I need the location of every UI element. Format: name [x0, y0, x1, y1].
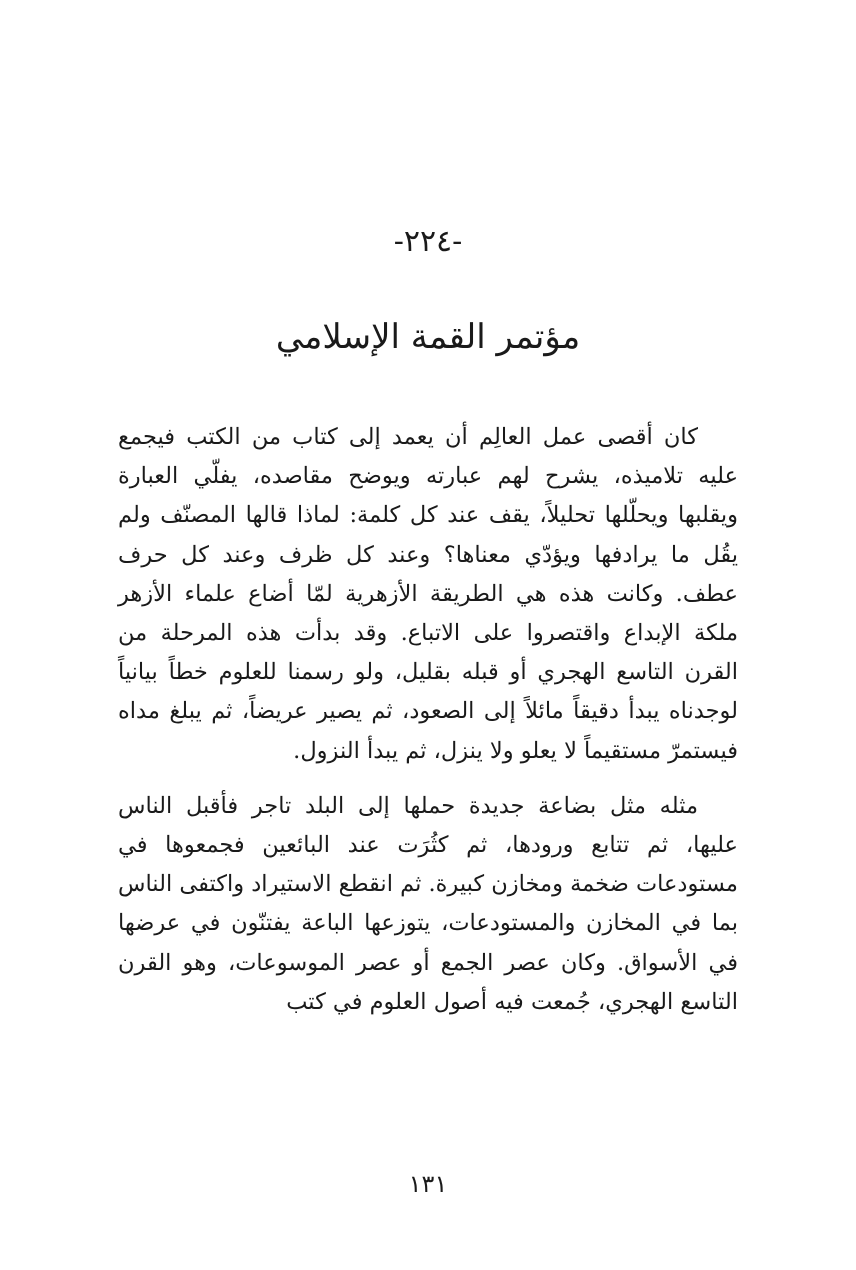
page-number: ١٣١ [408, 1170, 448, 1198]
body-text [118, 418, 738, 1022]
chapter-title: مؤتمر القمة الإسلامي [275, 317, 581, 357]
paragraph-2: مثله مثل بضاعة جديدة حملها إلى البلد تاجر فأقبل الناس عليها، ثم تتابع ورودها، ثم كثُرَت عند البائعين فجمعوها في مستودعات ضخمة ومخازن كبيرة. ثم انقطع الاستيراد واكتفى الناس بما في المخازن والمستودعات، يتوزعها الباعة يفتنّون في عرضها في الأسواق. وكان عصر الجمع أو عصر الموسوعات، وهو القرن التاسع الهجري، جُمعت فيه أصول العلوم في كتب [117, 792, 738, 1015]
chapter-number: -٢٢٤- [393, 224, 463, 259]
paragraph-1: كان أقصى عمل العالِم أن يعمد إلى كتاب من الكتب فيجمع عليه تلاميذه، يشرح لهم عبارته ويوضح مقاصده، يفلّي العبارة ويقلبها ويحلّلها تحليلاً، يقف عند كل كلمة: لماذا قالها المصنّف ولم يقُل ما يرادفها ويؤدّي معناها؟ وعند كل ظرف وعند كل حرف عطف. وكانت هذه هي الطريقة الأزهرية لمّا أضاع علماء الأزهر ملكة الإبداع واقتصروا على الاتباع. وقد بدأت هذه المرحلة من القرن التاسع الهجري أو قبله بقليل، ولو رسمنا للعلوم خطاً بيانياً لوجدناه يبدأ دقيقاً مائلاً إلى الصعود، ثم يصير عريضاً، ثم يبلغ مداه فيستمرّ مستقيماً لا يعلو ولا ينزل، ثم يبدأ النزول. [118, 424, 738, 764]
